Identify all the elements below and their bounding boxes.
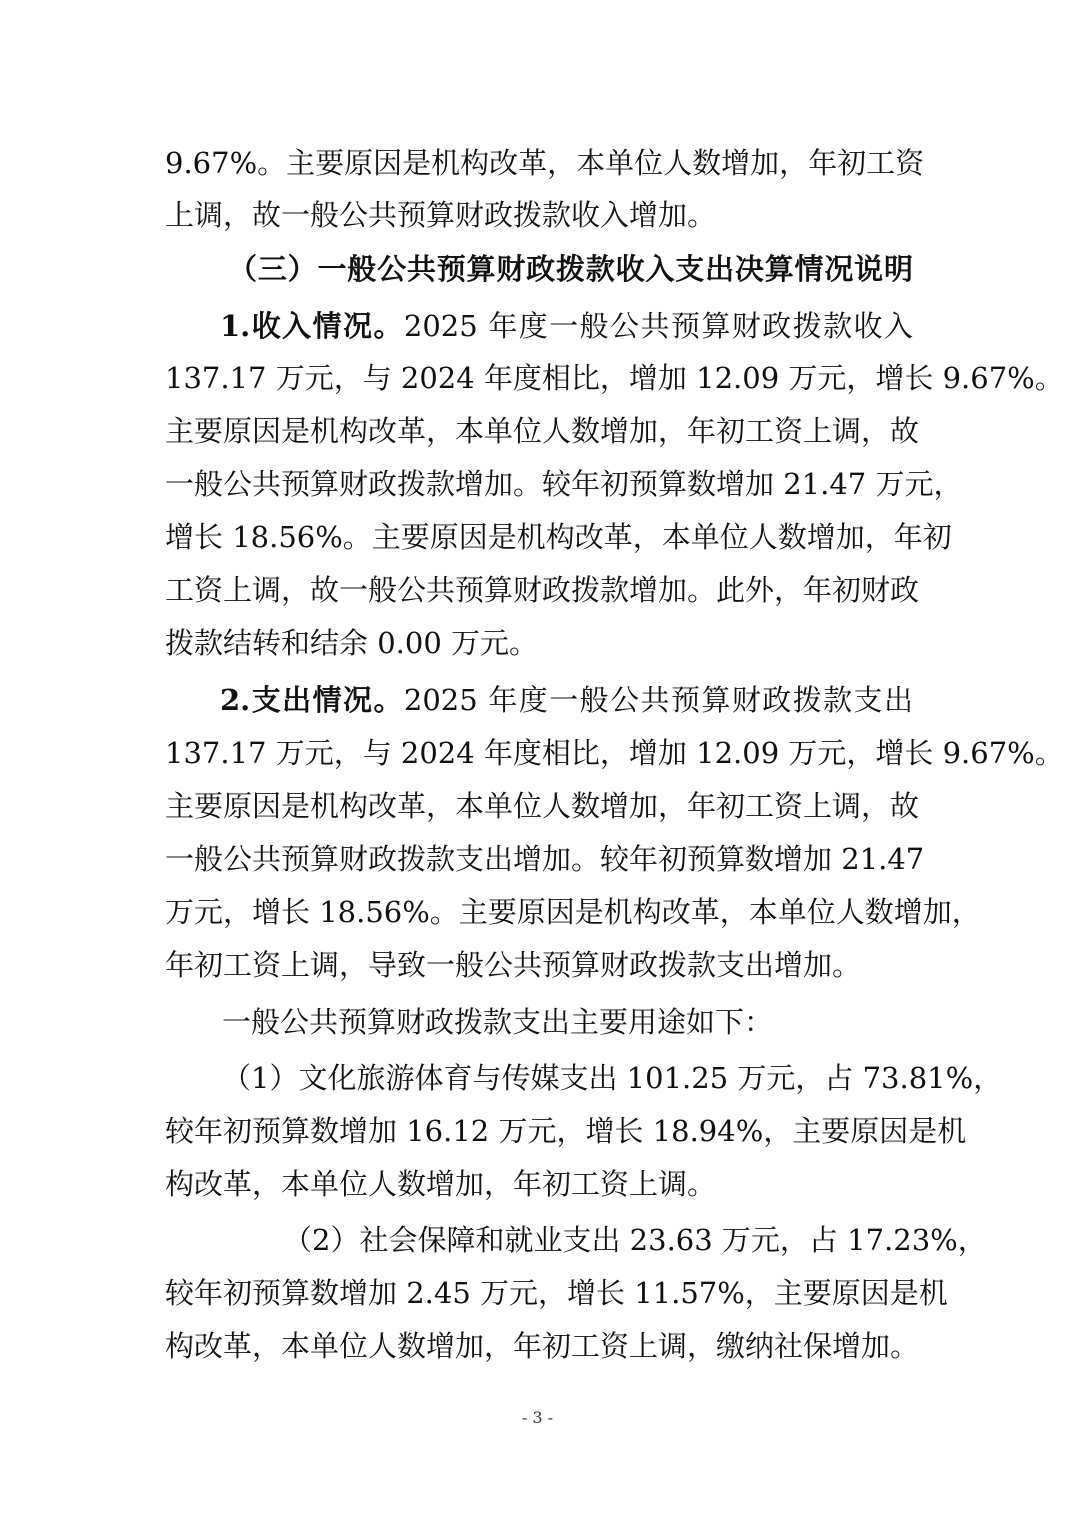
paragraph-line: 上调，故一般公共预算财政拨款收入增加。 bbox=[165, 198, 717, 232]
expense-label: 2.支出情况。 bbox=[220, 683, 404, 717]
paragraph-line: 一般公共预算财政拨款增加。较年初预算数增加 21.47 万元， bbox=[165, 467, 963, 501]
paragraph-line: 较年初预算数增加 2.45 万元，增长 11.57%，主要原因是机 bbox=[165, 1276, 948, 1310]
paragraph-line bbox=[220, 303, 913, 349]
paragraph-line bbox=[220, 677, 913, 723]
paragraph-line: 主要原因是机构改革，本单位人数增加，年初工资上调，故 bbox=[165, 414, 920, 448]
paragraph-line: （2）社会保障和就业支出 23.63 万元，占 17.23%， bbox=[283, 1223, 987, 1257]
paragraph-line: 增长 18.56%。主要原因是机构改革，本单位人数增加，年初 bbox=[165, 520, 952, 554]
paragraph-line: 较年初预算数增加 16.12 万元，增长 18.94%，主要原因是机 bbox=[165, 1114, 967, 1148]
paragraph-line: 年初工资上调，导致一般公共预算财政拨款支出增加。 bbox=[165, 948, 862, 982]
paragraph-line: 137.17 万元，与 2024 年度相比，增加 12.09 万元，增长 9.67%。 bbox=[165, 736, 1064, 770]
paragraph-line: 137.17 万元，与 2024 年度相比，增加 12.09 万元，增长 9.67%。 bbox=[165, 361, 1064, 395]
paragraph-line: 一般公共预算财政拨款支出增加。较年初预算数增加 21.47 bbox=[165, 842, 925, 876]
income-label: 1.收入情况。 bbox=[220, 309, 404, 343]
paragraph-text: 2025 年度一般公共预算财政拨款支出 bbox=[403, 683, 913, 717]
page-number: - 3 - bbox=[521, 1408, 554, 1427]
paragraph-line: 一般公共预算财政拨款支出主要用途如下： bbox=[222, 1005, 774, 1039]
paragraph-line: 构改革，本单位人数增加，年初工资上调。 bbox=[165, 1167, 717, 1201]
paragraph-line: 万元，增长 18.56%。主要原因是机构改革，本单位人数增加， bbox=[165, 895, 981, 929]
paragraph-line: （1）文化旅游体育与传媒支出 101.25 万元，占 73.81%， bbox=[222, 1061, 1003, 1095]
paragraph-line: 拨款结转和结余 0.00 万元。 bbox=[165, 626, 539, 660]
paragraph-line: 9.67%。主要原因是机构改革，本单位人数增加，年初工资 bbox=[165, 146, 925, 180]
paragraph-line: 构改革，本单位人数增加，年初工资上调，缴纳社保增加。 bbox=[165, 1329, 920, 1363]
paragraph-text: 2025 年度一般公共预算财政拨款收入 bbox=[403, 309, 913, 343]
paragraph-line: 主要原因是机构改革，本单位人数增加，年初工资上调，故 bbox=[165, 789, 920, 823]
section-heading: （三）一般公共预算财政拨款收入支出决算情况说明 bbox=[228, 252, 913, 286]
paragraph-line: 工资上调，故一般公共预算财政拨款增加。此外，年初财政 bbox=[165, 573, 920, 607]
